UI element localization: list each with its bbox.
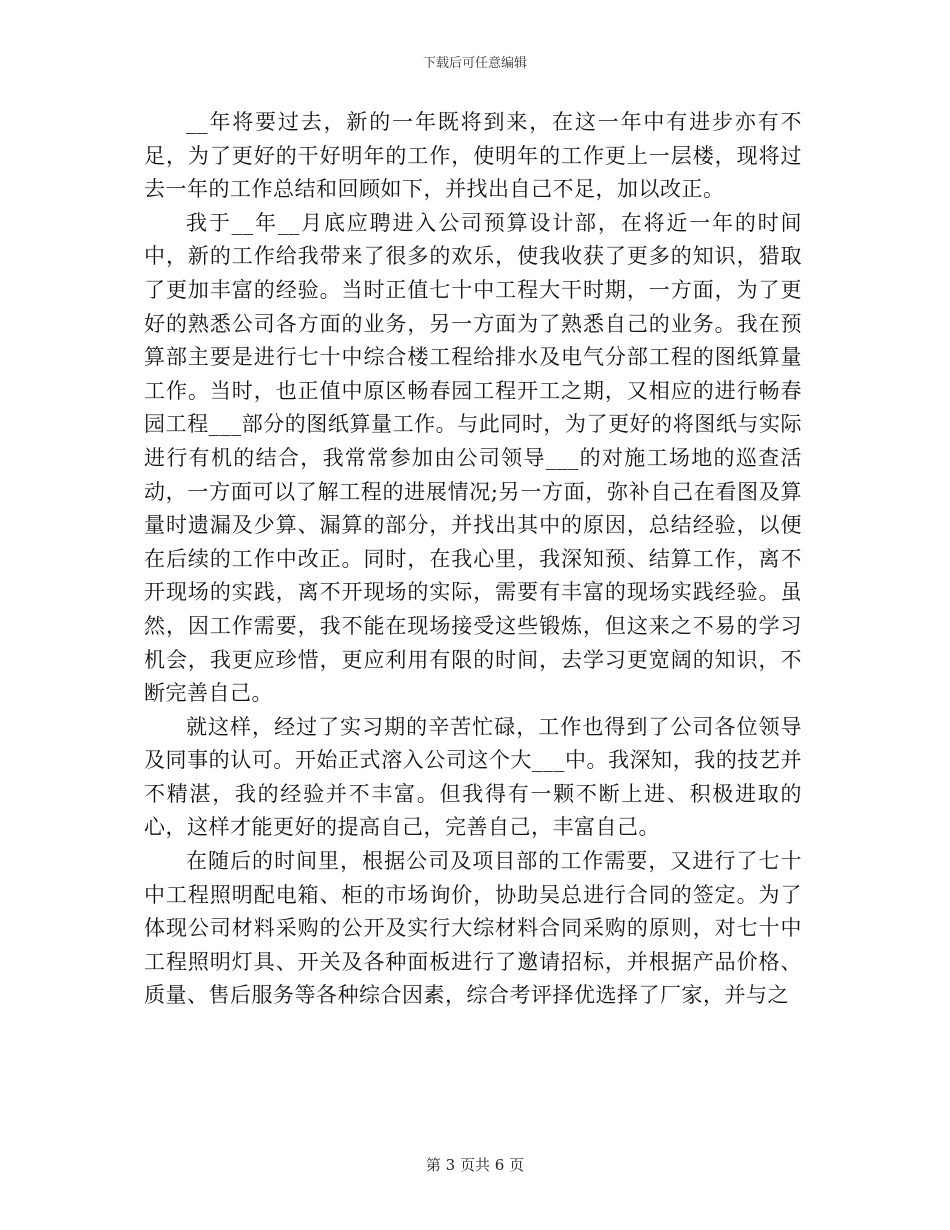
paragraph: 在随后的时间里，根据公司及项目部的工作需要，又进行了七十中工程照明配电箱、柜的市场询价，协助吴总进行合同的签定。为了体现公司材料采购的公开及实行大综材料合同采购的原则，对七十中工程照明灯具、开关及各种面板进行了邀请招标，并根据产品价格、质量、售后服务等各种综合因素，综合考评择优选择了厂家，并与之 <box>144 849 802 1008</box>
paragraph: 就这样，经过了实习期的辛苦忙碌，工作也得到了公司各位领导及同事的认可。开始正式溶入公司这个大___中。我深知，我的技艺并不精湛，我的经验并不丰富。但我得有一颗不断上进、积极进取的心，这样才能更好的提高自己，完善自己，丰富自己。 <box>144 714 802 840</box>
paragraph: __年将要过去，新的一年既将到来，在这一年中有进步亦有不足，为了更好的干好明年的工作，使明年的工作更上一层楼，现将过去一年的工作总结和回顾如下，并找出自己不足，加以改正。 <box>144 110 802 202</box>
page-header-note: 下载后可任意编辑 <box>422 56 527 71</box>
page-number: 第 3 页共 6 页 <box>425 1156 525 1174</box>
paragraph: 我于__年__月底应聘进入公司预算设计部，在将近一年的时间中，新的工作给我带来了很多的欢乐，使我收获了更多的知识，猎取了更加丰富的经验。当时正值七十中工程大干时期，一方面，为了更好的熟悉公司各方面的业务，另一方面为了熟悉自己的业务。我在预算部主要是进行七十中综合楼工程给排水及电气分部工程的图纸算量工作。当时，也正值中原区畅春园工程开工之期，又相应的进行畅春园工程___部分的图纸算量工作。与此同时，为了更好的将图纸与实际进行有机的结合，我常常参加由公司领导___的对施工场地的巡查活动，一方面可以了解工程的进展情况;另一方面，弥补自己在看图及算量时遗漏及少算、漏算的部分，并找出其中的原因，总结经验，以便在后续的工作中改正。同时，在我心里，我深知预、结算工作，离不开现场的实践，离不开现场的实际，需要有丰富的现场实践经验。虽然，因工作需要，我不能在现场接受这些锻炼，但这来之不易的学习机会，我更应珍惜，更应利用有限的时间，去学习更宽阔的知识，不断完善自己。 <box>144 210 802 706</box>
document-body <box>144 106 802 1013</box>
